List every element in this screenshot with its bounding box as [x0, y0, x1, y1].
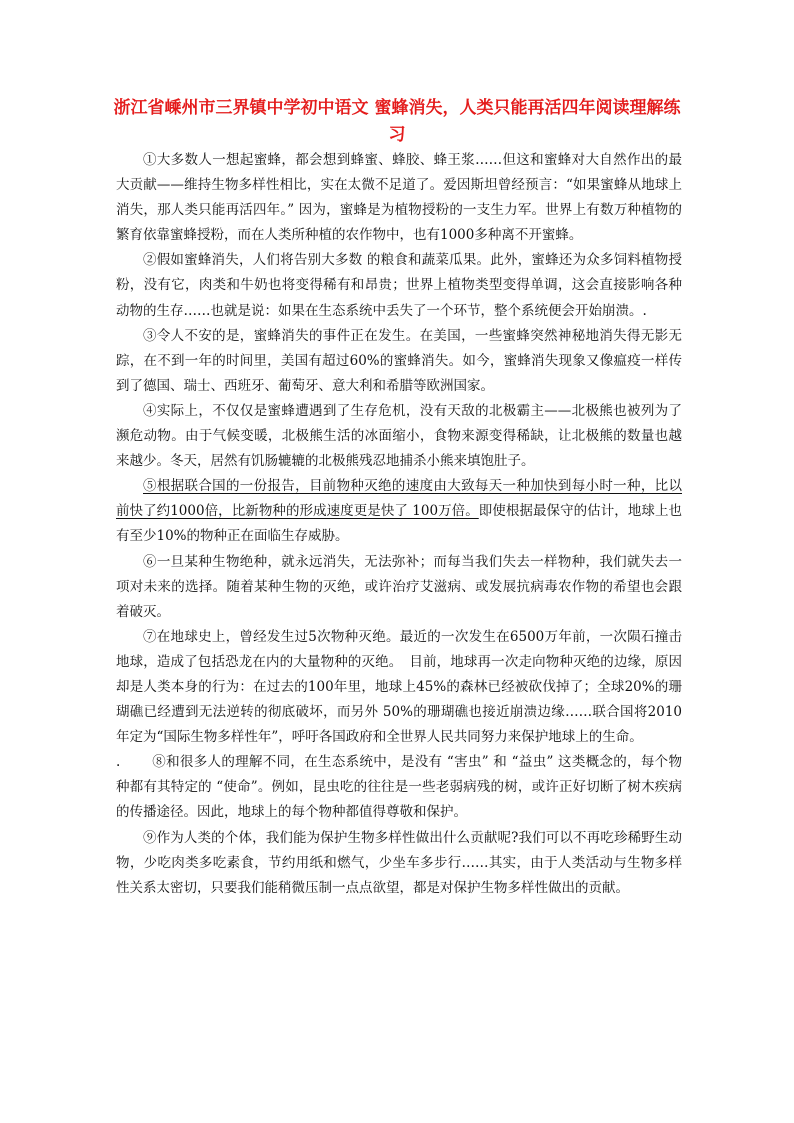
paragraph-8	[116, 750, 682, 825]
document-title: 浙江省嵊州市三界镇中学初中语文 蜜蜂消失，人类只能再活四年阅读理解练习	[113, 98, 681, 145]
paragraph-6: ⑥一旦某种生物绝种，就永远消失，无法弥补；而每当我们失去一样物种，我们就失去一项对未来的选择。随着某种生物的灭绝，或许治疗艾滋病、或发展抗病毒农作物的希望也会跟着破灭。	[116, 553, 682, 620]
paragraph-8-text: ⑧和很多人的理解不同，在生态系统中，是没有 “害虫” 和 “益虫” 这类概念的，每个物种都有其特定的 “使命”。例如，昆虫吃的往往是一些老弱病残的树，或许正好切断了树木疾病的传播途径。因此，地球上的每个物种都值得尊敬和保护。	[116, 754, 682, 821]
paragraph-5-rest: 即使根据最保守的估计，地球上也有至少10%的物种正在面临生存威胁。	[116, 503, 682, 545]
paragraph-2: ②假如蜜蜂消失，人们将告别大多数 的粮食和蔬菜瓜果。此外，蜜蜂还为众多饲料植物授粉，没有它，肉类和牛奶也将变得稀有和昂贵；世界上植物类型变得单调，这会直接影响各种动物的生存……也就是说：如果在生态系统中丢失了一个环节，整个系统便会开始崩溃。.	[116, 252, 682, 319]
paragraph-3: ③令人不安的是，蜜蜂消失的事件正在发生。在美国，一些蜜蜂突然神秘地消失得无影无踪，在不到一年的时间里，美国有超过60%的蜜蜂消失。如今，蜜蜂消失现象又像瘟疫一样传到了德国、瑞士、西班牙、葡萄牙、意大利和希腊等欧洲国家。	[116, 327, 682, 394]
paragraph-1: ①大多数人一想起蜜蜂，都会想到蜂蜜、蜂胶、蜂王浆……但这和蜜蜂对大自然作出的最大贡献——维持生物多样性相比，实在太微不足道了。爱因斯坦曾经预言：“如果蜜蜂从地球上消失，那人类只能再活四年。” 因为，蜜蜂是为植物授粉的一支生力军。世界上有数万种植物的繁育依靠蜜蜂授粉，而在人类所种植的农作物中，也有1000多种离不开蜜蜂。	[116, 152, 682, 244]
paragraph-5	[116, 474, 682, 549]
document-body	[116, 148, 682, 901]
paragraph-8-lead-dot: .	[116, 754, 121, 771]
paragraph-4: ④实际上，不仅仅是蜜蜂遭遇到了生存危机，没有天敌的北极霸主——北极熊也被列为了濒危动物。由于气候变暖，北极熊生活的冰面缩小，食物来源变得稀缺，让北极熊的数量也越来越少。冬天，居然有饥肠辘辘的北极熊残忍地捕杀小熊来填饱肚子。	[116, 402, 682, 470]
underlined-sentence: ⑤根据联合国的一份报告，目前物种灭绝的速度由大致每天一种加快到每小时一种，比以前快了约1000倍，比新物种的形成速度更是快了 100万倍。	[116, 478, 682, 520]
paragraph-7: ⑦在地球史上，曾经发生过5次物种灭绝。最近的一次发生在6500万年前，一次陨石撞击地球，造成了包括恐龙在内的大量物种的灭绝。 目前，地球再一次走向物种灭绝的边缘，原因却是人类本身的行为：在过去的100年里，地球上45%的森林已经被砍伐掉了；全球20%的珊瑚礁已经遭到无法逆转的彻底破坏，而另外 50%的珊瑚礁也接近崩溃边缘……联合国将2010年定为“国际生物多样性年”，呼吁各国政府和全世界人民共同努力来保护地球上的生命。	[116, 628, 682, 746]
paragraph-9: ⑨作为人类的个体，我们能为保护生物多样性做出什么贡献呢?我们可以不再吃珍稀野生动物，少吃肉类多吃素食，节约用纸和燃气，少坐车多步行……其实，由于人类活动与生物多样性关系太密切，只要我们能稍微压制一点点欲望，都是对保护生物多样性做出的贡献。	[116, 829, 682, 896]
